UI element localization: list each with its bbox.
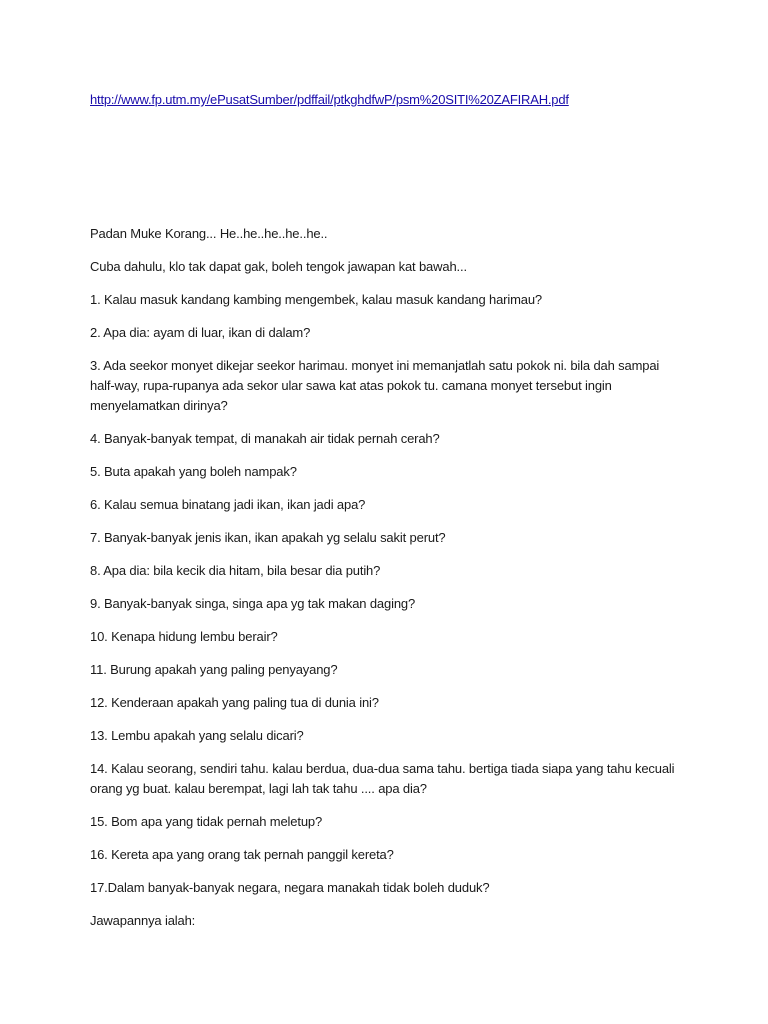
question-13: 13. Lembu apakah yang selalu dicari? bbox=[90, 728, 304, 743]
pdf-link[interactable]: http://www.fp.utm.my/ePusatSumber/pdffail/ptkghdfwP/psm%20SITI%20ZAFIRAH.pdf bbox=[90, 92, 569, 107]
instruction-text: Cuba dahulu, klo tak dapat gak, boleh tengok jawapan kat bawah... bbox=[90, 259, 467, 274]
question-15: 15. Bom apa yang tidak pernah meletup? bbox=[90, 814, 323, 829]
question-14: 14. Kalau seorang, sendiri tahu. kalau berdua, dua-dua sama tahu. bertiga tiada siapa yang tahu kecuali orang yg buat. kalau berempat, lagi lah tak tahu .... apa dia? bbox=[90, 761, 675, 796]
question-17: 17.Dalam banyak-banyak negara, negara manakah tidak boleh duduk? bbox=[90, 880, 490, 895]
question-5: 5. Buta apakah yang boleh nampak? bbox=[90, 464, 297, 479]
answers-heading: Jawapannya ialah: bbox=[90, 913, 196, 928]
question-10: 10. Kenapa hidung lembu berair? bbox=[90, 629, 278, 644]
question-6: 6. Kalau semua binatang jadi ikan, ikan jadi apa? bbox=[90, 497, 366, 512]
intro-text: Padan Muke Korang... He..he..he..he..he.. bbox=[90, 226, 328, 241]
question-11: 11. Burung apakah yang paling penyayang? bbox=[90, 662, 338, 677]
document-content bbox=[90, 224, 685, 944]
question-2: 2. Apa dia: ayam di luar, ikan di dalam? bbox=[90, 325, 311, 340]
question-3: 3. Ada seekor monyet dikejar seekor harimau. monyet ini memanjatlah satu pokok ni. bila dah sampai half-way, rupa-rupanya ada sekor ular sawa kat atas pokok tu. camana monyet tersebut ingin menyelamatkan dirinya? bbox=[90, 358, 660, 413]
question-8: 8. Apa dia: bila kecik dia hitam, bila besar dia putih? bbox=[90, 563, 381, 578]
question-4: 4. Banyak-banyak tempat, di manakah air tidak pernah cerah? bbox=[90, 431, 440, 446]
question-7: 7. Banyak-banyak jenis ikan, ikan apakah yg selalu sakit perut? bbox=[90, 530, 446, 545]
question-1: 1. Kalau masuk kandang kambing mengembek, kalau masuk kandang harimau? bbox=[90, 292, 542, 307]
question-9: 9. Banyak-banyak singa, singa apa yg tak makan daging? bbox=[90, 596, 416, 611]
question-16: 16. Kereta apa yang orang tak pernah panggil kereta? bbox=[90, 847, 394, 862]
question-12: 12. Kenderaan apakah yang paling tua di dunia ini? bbox=[90, 695, 379, 710]
